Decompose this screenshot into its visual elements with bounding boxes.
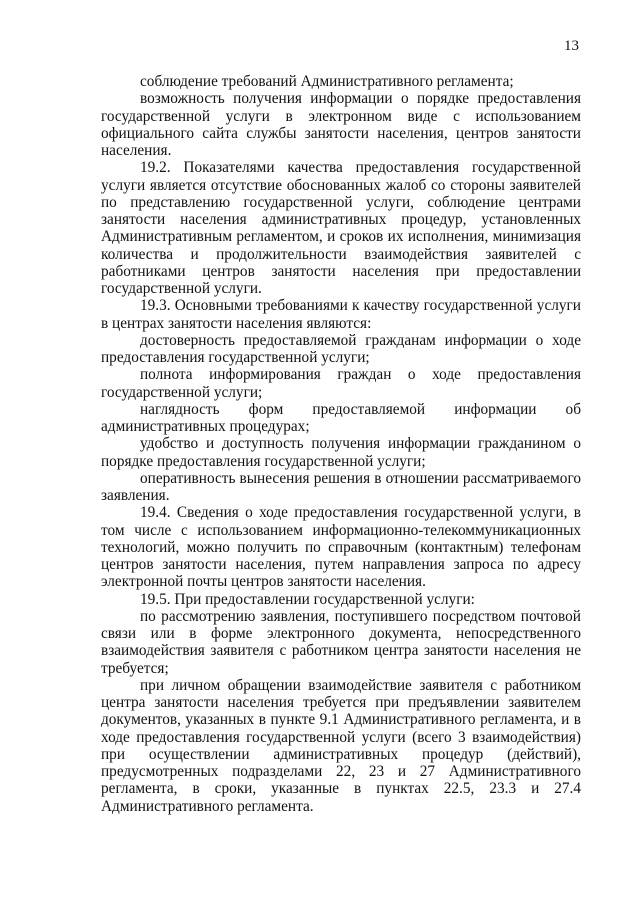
- paragraph-19-2: 19.2. Показателями качества предоставления государственной услуги является отсутствие обоснованных жалоб со стороны заявителей по представлению государственной услуги, соблюдение центрами занятости населения административных процедур, установленных Административным регламентом, и сроков их исполнения, минимизация количества и продолжительности взаимодействия заявителей с работниками центров занятости населения при предоставлении государственной услуги.: [101, 159, 581, 297]
- paragraph-personal-visit: при личном обращении взаимодействие заявителя с работником центра занятости населения требуется при предъявлении заявителем документов, указанных в пункте 9.1 Административного регламента, и в ходе предоставления государственной услуги (всего 3 взаимодействия) при осуществлении административных процедур (действий), предусмотренных подразделами 22, 23 и 27 Административного регламента, в сроки, указанные в пунктах 22.5, 23.3 и 27.4 Административного регламента.: [101, 676, 581, 815]
- paragraph-efficiency: оперативность вынесения решения в отношении рассматриваемого заявления.: [101, 469, 581, 504]
- page-number: 13: [564, 38, 579, 54]
- paragraph-19-4: 19.4. Сведения о ходе предоставления государственной услуги, в том числе с использованием информационно-телекоммуникационных технологий, можно получить по справочным (контактным) телефонам центров занятости населения, путем направления запроса по адресу электронной почты центров занятости населения.: [101, 504, 581, 591]
- paragraph-clarity: наглядность форм предоставляемой информации об административных процедурах;: [101, 400, 581, 435]
- paragraph-electronic-info: возможность получения информации о порядке предоставления государственной услуги в электронном виде с использованием официального сайта службы занятости населения, центров занятости населения.: [101, 90, 581, 159]
- paragraph-reliability: достоверность предоставляемой гражданам информации о ходе предоставления государственной услуги;: [101, 331, 581, 366]
- body-text: [101, 73, 581, 815]
- paragraph-convenience: удобство и доступность получения информации гражданином о порядке предоставления государственной услуги;: [101, 435, 581, 470]
- paragraph-postal-review: по рассмотрению заявления, поступившего посредством почтовой связи или в форме электронного документа, непосредственного взаимодействия заявителя с работником центра занятости населения не требуется;: [101, 607, 581, 677]
- paragraph-19-3: 19.3. Основными требованиями к качеству государственной услуги в центрах занятости населения являются:: [101, 297, 581, 332]
- paragraph-completeness: полнота информирования граждан о ходе предоставления государственной услуги;: [101, 366, 581, 401]
- paragraph-19-5: 19.5. При предоставлении государственной услуги:: [140, 590, 475, 608]
- paragraph-requirements-compliance: соблюдение требований Административного регламента;: [140, 73, 514, 90]
